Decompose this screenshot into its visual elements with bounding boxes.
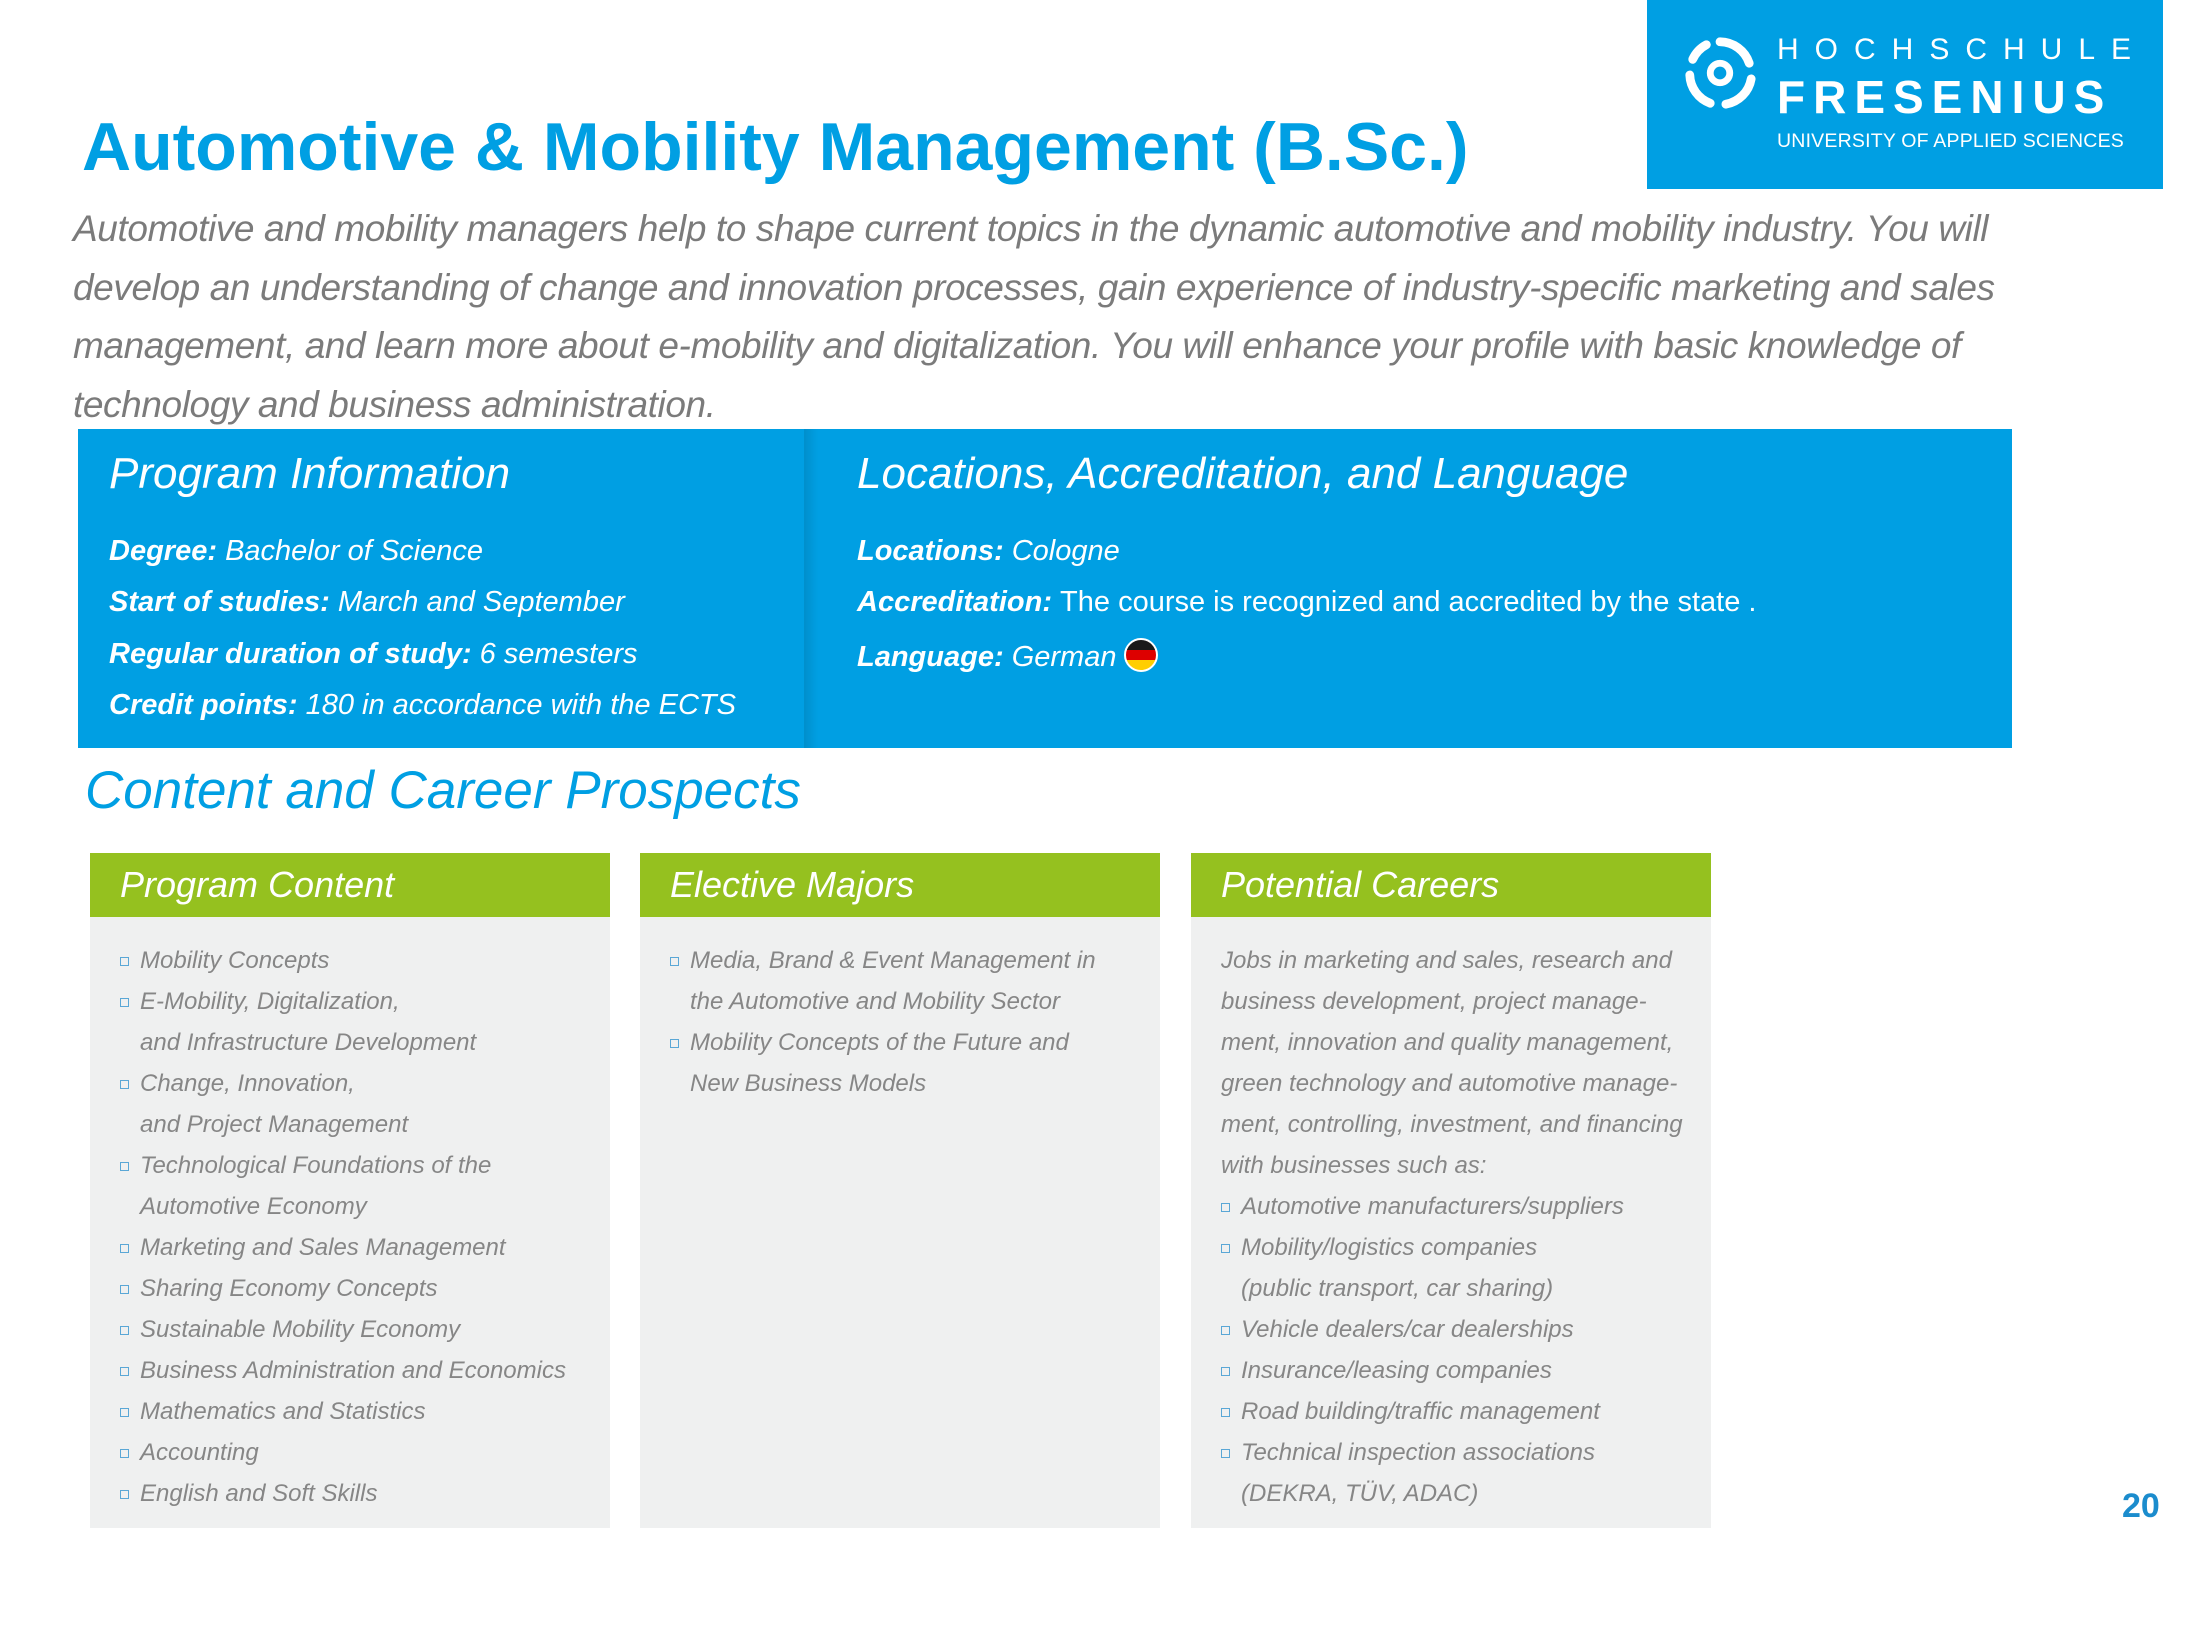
list-item <box>120 981 610 1022</box>
list-item <box>1221 981 1711 1022</box>
list-item <box>670 1022 1160 1063</box>
credits-value: 180 in accordance with the ECTS <box>305 689 736 721</box>
bullet-square-icon <box>120 957 129 966</box>
accreditation-label: Accreditation: <box>857 586 1052 618</box>
elective-majors-panel <box>640 853 1160 1528</box>
start-label: Start of studies: <box>109 586 330 618</box>
start-value: March and September <box>337 586 625 618</box>
locations-label: Locations: <box>857 535 1004 567</box>
bullet-square-icon <box>120 1490 129 1499</box>
list-item-text: Mobility Concepts of the Future and <box>690 1029 1069 1056</box>
list-item-text: Jobs in marketing and sales, research and <box>1221 947 1672 974</box>
list-item-text: with businesses such as: <box>1221 1152 1487 1179</box>
info-band <box>78 429 2012 748</box>
list-item-text: Mathematics and Statistics <box>140 1398 426 1425</box>
list-item-text: green technology and automotive manage- <box>1221 1070 1678 1097</box>
logo-line-hochschule: HOCHSCHULE <box>1777 33 2148 66</box>
bullet-square-icon <box>1221 1244 1230 1253</box>
locations-heading: Locations, Accreditation, and Language <box>857 449 1629 498</box>
potential-careers-panel <box>1191 853 1711 1528</box>
list-item-text: and Project Management <box>140 1111 409 1138</box>
list-item <box>120 1022 610 1063</box>
list-item-text: New Business Models <box>690 1070 927 1097</box>
language-label: Language: <box>857 641 1004 673</box>
list-item <box>1221 1268 1711 1309</box>
list-item <box>120 1350 610 1391</box>
bullet-square-icon <box>1221 1367 1230 1376</box>
degree-line <box>109 535 483 568</box>
list-item <box>1221 1022 1711 1063</box>
list-item <box>1221 940 1711 981</box>
language-line <box>857 638 1158 674</box>
bullet-square-icon <box>1221 1326 1230 1335</box>
list-item-text: (public transport, car sharing) <box>1241 1275 1554 1302</box>
list-item-text: Accounting <box>140 1439 259 1466</box>
list-item-text: Change, Innovation, <box>140 1070 355 1097</box>
list-item <box>120 1268 610 1309</box>
list-item-text: Road building/traffic management <box>1241 1398 1600 1425</box>
bullet-square-icon <box>120 1080 129 1089</box>
page-number: 20 <box>2122 1487 2160 1525</box>
bullet-square-icon <box>120 1326 129 1335</box>
list-item-text: and Infrastructure Development <box>140 1029 477 1056</box>
list-item-text: Vehicle dealers/car dealerships <box>1241 1316 1574 1343</box>
duration-line <box>109 638 638 671</box>
bullet-square-icon <box>120 1408 129 1417</box>
accreditation-value: The course is recognized and accredited by the state . <box>1060 586 1757 618</box>
list-item <box>1221 1186 1711 1227</box>
list-item-text: Automotive manufacturers/suppliers <box>1241 1193 1624 1220</box>
bullet-square-icon <box>120 1285 129 1294</box>
bullet-square-icon <box>1221 1408 1230 1417</box>
logo-line-subtitle: UNIVERSITY OF APPLIED SCIENCES <box>1777 130 2124 152</box>
list-item <box>120 1145 610 1186</box>
list-item-text: Media, Brand & Event Management in <box>690 947 1096 974</box>
bullet-square-icon <box>670 1039 679 1048</box>
list-item <box>120 940 610 981</box>
bullet-square-icon <box>670 957 679 966</box>
degree-value: Bachelor of Science <box>225 535 483 567</box>
list-item <box>1221 1104 1711 1145</box>
list-item <box>120 1104 610 1145</box>
credits-line <box>109 689 736 722</box>
elective-majors-list <box>640 917 1160 1104</box>
accreditation-line <box>857 586 1756 619</box>
locations-line <box>857 535 1120 568</box>
credits-label: Credit points: <box>109 689 298 721</box>
list-item <box>1221 1432 1711 1473</box>
list-item-text: Mobility Concepts <box>140 947 330 974</box>
potential-careers-header: Potential Careers <box>1191 853 1711 917</box>
program-info-heading: Program Information <box>109 449 511 498</box>
list-item-text: Technical inspection associations <box>1241 1439 1595 1466</box>
list-item <box>1221 1391 1711 1432</box>
list-item-text: Sustainable Mobility Economy <box>140 1316 461 1343</box>
list-item <box>1221 1145 1711 1186</box>
start-line <box>109 586 625 619</box>
list-item-text: English and Soft Skills <box>140 1480 378 1507</box>
list-item <box>120 1473 610 1514</box>
bullet-square-icon <box>120 1367 129 1376</box>
list-item-text: ment, innovation and quality management, <box>1221 1029 1674 1056</box>
list-item <box>1221 1473 1711 1514</box>
list-item-text: Technological Foundations of the <box>140 1152 492 1179</box>
list-item-text: the Automotive and Mobility Sector <box>690 988 1060 1015</box>
info-band-divider <box>804 429 818 748</box>
list-item <box>670 1063 1160 1104</box>
program-content-panel <box>90 853 610 1528</box>
bullet-square-icon <box>1221 1203 1230 1212</box>
list-item-text: Automotive Economy <box>140 1193 367 1220</box>
list-item <box>120 1391 610 1432</box>
list-item-text: Sharing Economy Concepts <box>140 1275 438 1302</box>
degree-label: Degree: <box>109 535 217 567</box>
list-item <box>1221 1227 1711 1268</box>
logo-line-fresenius: FRESENIUS <box>1777 71 2113 123</box>
bullet-square-icon <box>120 1449 129 1458</box>
list-item-text: ment, controlling, investment, and financing <box>1221 1111 1683 1138</box>
list-item <box>670 981 1160 1022</box>
fresenius-logo-icon <box>1681 34 1759 112</box>
page-title: Automotive & Mobility Management (B.Sc.) <box>82 109 1469 185</box>
bullet-square-icon <box>120 1244 129 1253</box>
duration-value: 6 semesters <box>479 638 638 670</box>
university-logo <box>1647 0 2163 189</box>
duration-label: Regular duration of study: <box>109 638 472 670</box>
list-item-text: business development, project manage- <box>1221 988 1647 1015</box>
german-flag-icon <box>1124 638 1158 672</box>
list-item <box>120 1186 610 1227</box>
list-item-text: Insurance/leasing companies <box>1241 1357 1552 1384</box>
bullet-square-icon <box>120 998 129 1007</box>
list-item-text: (DEKRA, TÜV, ADAC) <box>1241 1480 1479 1507</box>
list-item <box>120 1432 610 1473</box>
list-item-text: E-Mobility, Digitalization, <box>140 988 400 1015</box>
intro-paragraph: Automotive and mobility managers help to shape current topics in the dynamic automotive and mobility industry. You will develop an understanding of change and innovation processes, gain experience of industry-specific marketing and sales management, and learn more about e-mobility and digitalization. You will enhance your profile with basic knowledge of technology and business administration. <box>73 208 1995 425</box>
program-content-list <box>90 917 610 1514</box>
list-item <box>670 940 1160 981</box>
list-item <box>1221 1063 1711 1104</box>
list-item <box>1221 1309 1711 1350</box>
list-item <box>1221 1350 1711 1391</box>
list-item <box>120 1309 610 1350</box>
potential-careers-list <box>1191 917 1711 1514</box>
program-content-header: Program Content <box>90 853 610 917</box>
elective-majors-header: Elective Majors <box>640 853 1160 917</box>
list-item-text: Business Administration and Economics <box>140 1357 566 1384</box>
language-value: German <box>1011 641 1117 673</box>
list-item <box>120 1063 610 1104</box>
list-item <box>120 1227 610 1268</box>
bullet-square-icon <box>120 1162 129 1171</box>
bullet-square-icon <box>1221 1449 1230 1458</box>
list-item-text: Mobility/logistics companies <box>1241 1234 1538 1261</box>
list-item-text: Marketing and Sales Management <box>140 1234 506 1261</box>
section-heading: Content and Career Prospects <box>85 761 801 820</box>
locations-value: Cologne <box>1011 535 1120 567</box>
